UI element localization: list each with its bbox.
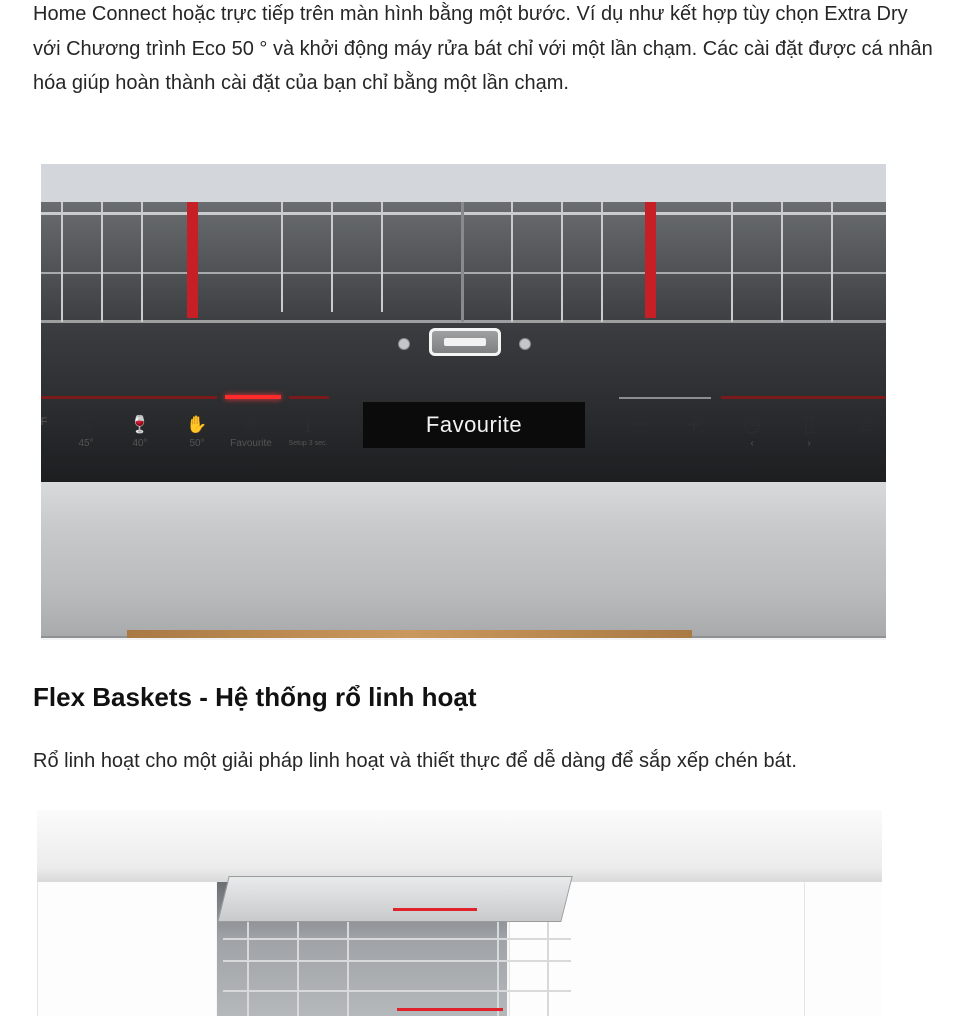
door-handle [429, 328, 501, 356]
delay-start-button[interactable]: ◷ ‹ [717, 412, 787, 450]
door-front [41, 638, 886, 640]
flex-baskets-paragraph: Rổ linh hoạt cho một giải pháp linh hoạt và thiết thực để dễ dàng để sắp xếp chén bát. [33, 750, 797, 772]
extra-dry-button[interactable] [831, 412, 886, 438]
minus-icon: − [631, 411, 646, 438]
countertop [37, 810, 882, 882]
program-eco-button[interactable]: ♲ 45° [51, 412, 121, 450]
wine-glass-icon: 🍷 [129, 415, 151, 434]
star-icon: ☆ [241, 413, 261, 436]
tray-red-handle [393, 908, 477, 911]
plus-icon: + [686, 411, 701, 438]
cutlery-tray [217, 876, 572, 922]
indicator-bar [41, 396, 217, 399]
cutoff-label: F [41, 416, 48, 428]
indicator-bar [619, 397, 711, 399]
cabinet-right [804, 882, 882, 1016]
extra-dry-icon: ♨ [856, 413, 876, 436]
stainless-control-panel [41, 482, 886, 636]
info-icon: i [304, 413, 312, 437]
control-panel-image [41, 164, 886, 640]
countertop-strip [41, 164, 886, 202]
cabinet-left [37, 882, 216, 1016]
screw-left [398, 338, 410, 350]
indicator-bar [721, 396, 886, 399]
section-heading: Flex Baskets - Hệ thống rổ linh hoạt [33, 682, 477, 712]
eco-program-icon: ♲ [76, 413, 96, 436]
indicator-bar-active [225, 395, 281, 399]
intro-paragraph: Home Connect hoặc trực tiếp trên màn hình bằng một bước. Ví dụ như kết hợp tùy chọn Extra Dry với Chương trình Eco 50 ° và khởi động máy rửa bát chỉ với một lần chạm. Các cài đặt được cá nhân hóa giúp hoàn thành cài đặt của bạn chỉ bằng một lần chạm. [33, 3, 933, 94]
favourite-button[interactable]: ☆ Favourite [216, 412, 286, 450]
basket-red-handle [397, 1008, 503, 1011]
remote-start-icon: ▯ [803, 413, 815, 436]
remote-start-button[interactable]: ▯ › [774, 412, 844, 450]
setup-button[interactable]: i Setup 3 sec. [273, 412, 343, 450]
hand-wash-icon: ✋ [186, 415, 208, 434]
screw-right [519, 338, 531, 350]
clock-icon: ◷ [742, 413, 762, 436]
indicator-bar [289, 396, 329, 399]
flex-baskets-image [37, 810, 882, 1016]
favourite-display: Favourite [363, 402, 585, 448]
program-quick-button[interactable]: ✋ 50° [162, 412, 232, 450]
program-glass-button[interactable]: 🍷 40° [105, 412, 175, 450]
